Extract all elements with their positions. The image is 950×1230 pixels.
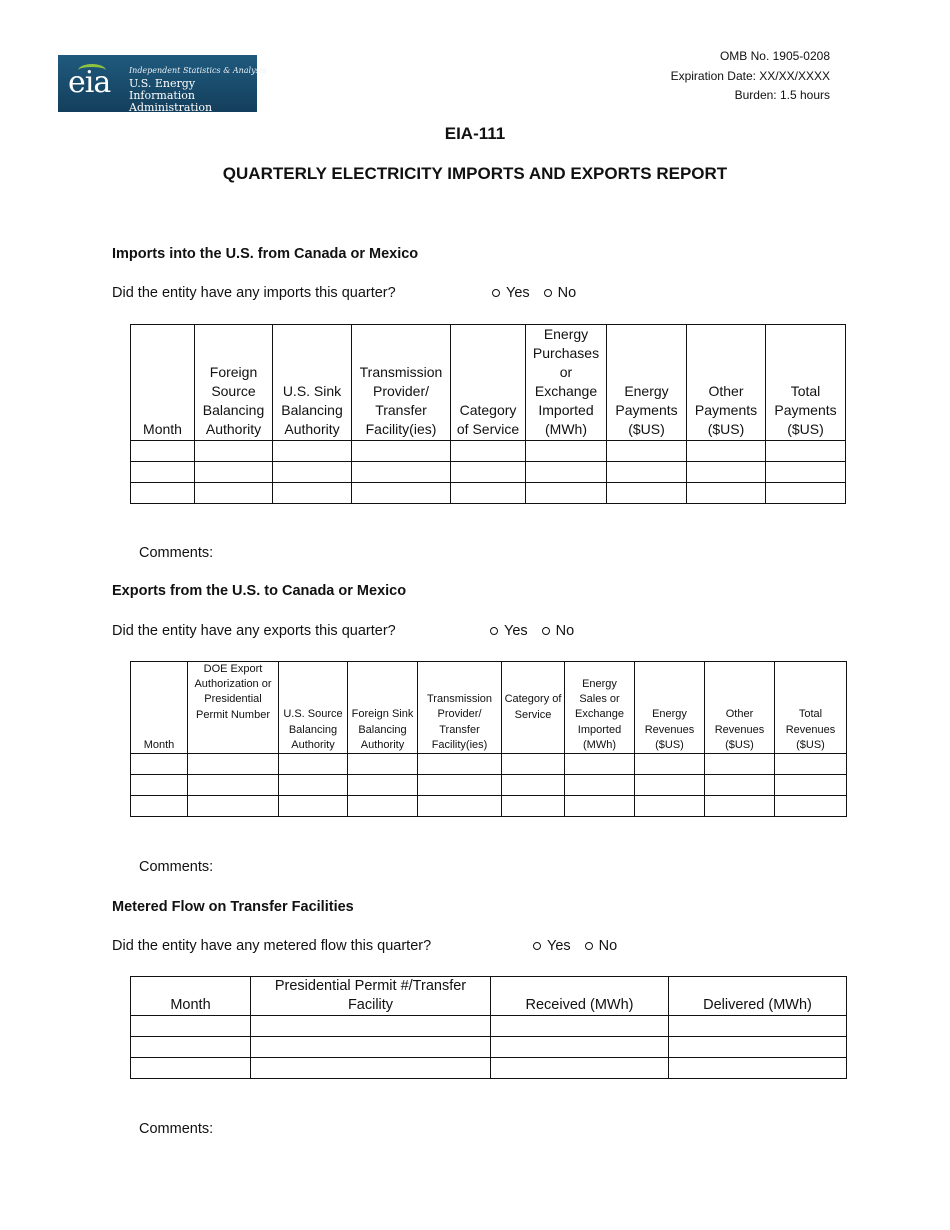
table-row [131,796,847,817]
table-cell[interactable] [635,796,705,817]
radio-circle-icon [533,942,541,950]
table-cell[interactable] [273,441,352,462]
imports-radio-group [492,285,576,301]
exports-col-header: DOE Export Authorization or Presidential Permit Number [188,662,279,754]
table-cell[interactable] [565,775,635,796]
table-row [131,1037,847,1058]
metered-col-header: Received (MWh) [491,977,669,1016]
imports-col-header: Transmission Provider/ Transfer Facility(ies) [352,325,451,441]
metered-question: Did the entity have any metered flow this quarter? [112,938,432,954]
table-cell[interactable] [273,483,352,504]
table-cell[interactable] [273,462,352,483]
table-cell[interactable] [348,754,418,775]
table-cell[interactable] [607,441,687,462]
table-cell[interactable] [188,775,279,796]
table-cell[interactable] [279,775,348,796]
omb-expiration: Expiration Date: XX/XX/XXXX [670,68,830,83]
table-cell[interactable] [526,483,607,504]
exports-col-header: Energy Revenues ($US) [635,662,705,754]
table-cell[interactable] [131,1058,251,1079]
exports-section-title: Exports from the U.S. to Canada or Mexico [112,583,407,599]
table-cell[interactable] [705,796,775,817]
form-id: EIA-111 [444,124,506,143]
table-cell[interactable] [131,462,195,483]
metered-col-header: Delivered (MWh) [669,977,847,1016]
table-cell[interactable] [195,483,273,504]
table-cell[interactable] [451,483,526,504]
exports-col-header: Other Revenues ($US) [705,662,775,754]
table-cell[interactable] [775,796,847,817]
radio-circle-icon [544,289,552,297]
logo-name-line1: U.S. Energy Information [129,77,196,102]
imports-col-header: Total Payments ($US) [766,325,846,441]
metered-no-label: No [598,938,618,954]
metered-no-radio[interactable] [585,938,618,954]
table-row [131,754,847,775]
table-row [131,441,846,462]
imports-no-radio[interactable] [544,285,577,301]
table-cell[interactable] [607,462,687,483]
omb-number: OMB No. 1905-0208 [719,49,830,63]
exports-col-header: Transmission Provider/ Transfer Facility(ies) [418,662,502,754]
table-cell[interactable] [669,1037,847,1058]
exports-col-header: Category of Service [502,662,565,754]
exports-col-header: U.S. Source Balancing Authority [279,662,348,754]
table-row [131,775,847,796]
table-cell[interactable] [705,775,775,796]
table-cell[interactable] [502,796,565,817]
logo-name-line2: Administration [129,101,213,114]
exports-col-header: Foreign Sink Balancing Authority [348,662,418,754]
imports-col-header: Energy Payments ($US) [607,325,687,441]
table-cell[interactable] [635,754,705,775]
table-cell[interactable] [775,775,847,796]
omb-burden: Burden: 1.5 hours [734,88,830,102]
table-cell[interactable] [669,1016,847,1037]
exports-yes-radio[interactable] [490,623,528,639]
eia-logo [58,55,267,114]
table-cell[interactable] [348,796,418,817]
exports-no-label: No [555,623,575,639]
table-cell[interactable] [131,775,188,796]
table-cell[interactable] [687,483,766,504]
table-row [131,483,846,504]
table-cell[interactable] [418,796,502,817]
metered-comments-label: Comments: [139,1121,214,1137]
table-cell[interactable] [251,1016,491,1037]
imports-question: Did the entity have any imports this quarter? [112,285,396,301]
table-cell[interactable] [669,1058,847,1079]
table-cell[interactable] [705,754,775,775]
table-cell[interactable] [451,462,526,483]
table-cell[interactable] [766,483,846,504]
table-cell[interactable] [565,754,635,775]
table-cell[interactable] [131,1016,251,1037]
table-cell[interactable] [607,483,687,504]
imports-yes-radio[interactable] [492,285,530,301]
exports-radio-group [490,623,574,639]
imports-col-header: Energy Purchases or Exchange Imported (MWh) [526,325,607,441]
imports-section-title: Imports into the U.S. from Canada or Mexico [112,246,419,262]
exports-col-header: Month [131,662,188,754]
table-row [131,1016,847,1037]
logo-tagline: Independent Statistics & Analysis [129,66,267,75]
metered-header-row [131,977,847,1016]
table-cell[interactable] [352,441,451,462]
table-cell[interactable] [131,483,195,504]
table-cell[interactable] [526,441,607,462]
table-cell[interactable] [131,1037,251,1058]
metered-yes-radio[interactable] [533,938,571,954]
table-cell[interactable] [352,483,451,504]
table-cell[interactable] [766,462,846,483]
table-cell[interactable] [418,754,502,775]
metered-col-header: Month [131,977,251,1016]
imports-header-row [131,325,846,441]
imports-col-header: Foreign Source Balancing Authority [195,325,273,441]
imports-col-header: U.S. Sink Balancing Authority [273,325,352,441]
table-cell[interactable] [279,754,348,775]
metered-table [130,976,847,1079]
table-cell[interactable] [251,1058,491,1079]
table-cell[interactable] [775,754,847,775]
radio-circle-icon [542,627,550,635]
table-cell[interactable] [279,796,348,817]
metered-col-header: Presidential Permit #/Transfer Facility [251,977,491,1016]
table-cell[interactable] [348,775,418,796]
imports-col-header: Month [131,325,195,441]
exports-yes-label: Yes [504,623,528,639]
imports-col-header: Category of Service [451,325,526,441]
table-cell[interactable] [491,1037,669,1058]
table-cell[interactable] [195,441,273,462]
table-cell[interactable] [491,1058,669,1079]
omb-info [671,47,830,106]
table-cell[interactable] [565,796,635,817]
table-cell[interactable] [766,441,846,462]
exports-comments-label: Comments: [139,859,214,875]
imports-no-label: No [557,285,577,301]
metered-yes-label: Yes [547,938,571,954]
table-cell[interactable] [687,441,766,462]
radio-circle-icon [585,942,593,950]
table-cell[interactable] [418,775,502,796]
table-cell[interactable] [131,796,188,817]
logo-name [129,78,257,114]
table-cell[interactable] [131,441,195,462]
table-cell[interactable] [251,1037,491,1058]
radio-circle-icon [490,627,498,635]
exports-header-row [131,662,847,754]
metered-radio-group [533,938,617,954]
imports-table [130,324,846,504]
exports-question: Did the entity have any exports this quarter? [112,623,396,639]
exports-col-header: Energy Sales or Exchange Imported (MWh) [565,662,635,754]
table-cell[interactable] [635,775,705,796]
table-row [131,1058,847,1079]
imports-yes-label: Yes [506,285,530,301]
table-cell[interactable] [502,754,565,775]
table-cell[interactable] [188,754,279,775]
form-title: QUARTERLY ELECTRICITY IMPORTS AND EXPORTS REPORT [222,164,728,183]
table-cell[interactable] [352,462,451,483]
exports-col-header: Total Revenues ($US) [775,662,847,754]
table-cell[interactable] [502,775,565,796]
table-row [131,462,846,483]
metered-section-title: Metered Flow on Transfer Facilities [112,899,354,915]
exports-table [130,661,847,817]
table-cell[interactable] [491,1016,669,1037]
table-cell[interactable] [451,441,526,462]
table-cell[interactable] [188,796,279,817]
table-cell[interactable] [195,462,273,483]
table-cell[interactable] [687,462,766,483]
logo-mark: eia [68,65,111,100]
table-cell[interactable] [131,754,188,775]
exports-no-radio[interactable] [542,623,575,639]
table-cell[interactable] [526,462,607,483]
imports-comments-label: Comments: [139,545,214,561]
radio-circle-icon [492,289,500,297]
imports-col-header: Other Payments ($US) [687,325,766,441]
